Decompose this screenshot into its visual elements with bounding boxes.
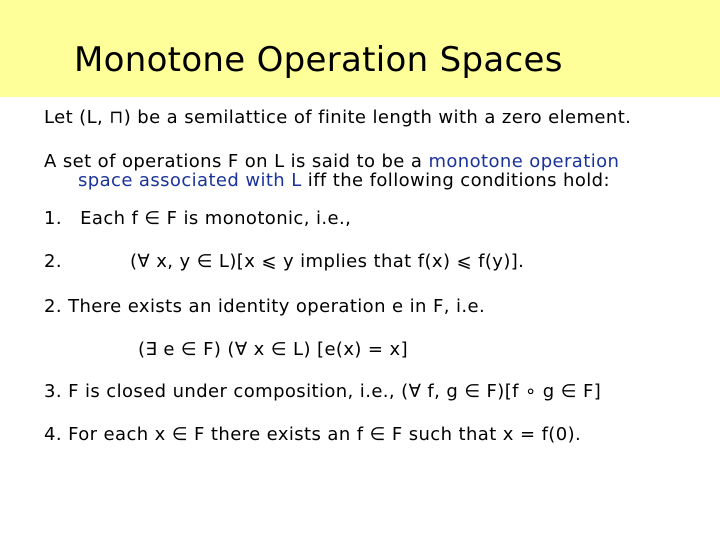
- intro-text: Let (L, ⊓) be a semilattice of finite length with a zero element.: [44, 107, 632, 128]
- condition-2: 2. There exists an identity operation e in F, i.e.: [44, 296, 486, 317]
- condition-2-formula: (∃ e ∈ F) (∀ x ∈ L) [e(x) = x]: [138, 339, 409, 360]
- condition-4: 4. For each x ∈ F there exists an f ∈ F such that x = f(0).: [44, 424, 582, 445]
- condition-1-formula: (∀ x, y ∈ L)[x ⩽ y implies that f(x) ⩽ f(y)].: [130, 251, 525, 272]
- definition-suffix: iff the following conditions hold:: [301, 170, 610, 191]
- definition-line-2: [78, 170, 610, 192]
- term-monotone-operation: monotone operation: [428, 151, 620, 172]
- condition-1-text: Each f ∈ F is monotonic, i.e.,: [80, 208, 352, 229]
- condition-1: [44, 208, 351, 230]
- condition-1-number: 1.: [44, 208, 62, 229]
- title-bar: [0, 0, 720, 97]
- definition-prefix: A set of operations F on L is said to be a: [44, 151, 429, 172]
- term-space-associated: space associated with L: [78, 170, 302, 191]
- condition-3: 3. F is closed under composition, i.e., (∀ f, g ∈ F)[f ∘ g ∈ F]: [44, 381, 602, 402]
- condition-1-formula-number: 2.: [44, 251, 62, 272]
- slide-title: Monotone Operation Spaces: [74, 40, 563, 80]
